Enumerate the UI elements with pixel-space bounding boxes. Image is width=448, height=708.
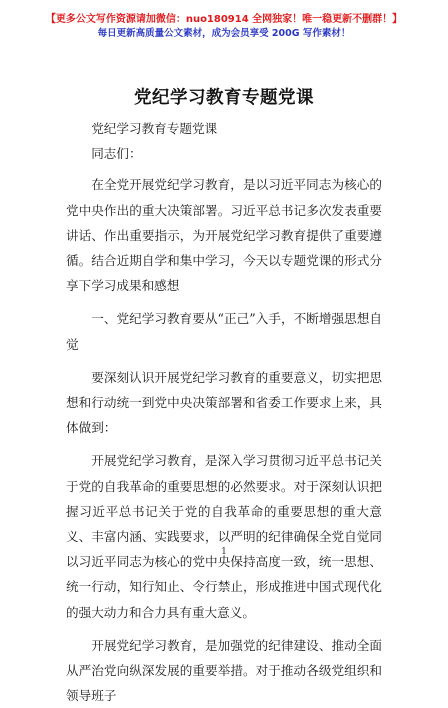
paragraph-3: 开展党纪学习教育，是深入学习贯彻习近平总书记关于党的自我革命的重要思想的必然要求。对于深刻认识把握习近平总书记关于党的自我革命的重要思想的重大意义、丰富内涵、实践要求，以严明的纪律确保全党自觉同以习近平同志为核心的党中央保持高度一致，统一思想、统一行动，知行知止、令行禁止，形成推进中国式现代化的强大动力和合力具有重大意义。 [66, 453, 382, 620]
section-heading-1: 一、党纪学习教育要从“正己”入手，不断增强思想自觉 [66, 311, 382, 352]
paragraph-4: 开展党纪学习教育，是加强党的纪律建设、推动全面从严治党向纵深发展的重要举措。对于推动各级党组织和领导班子 [66, 637, 382, 704]
document-title: 党纪学习教育专题党课 [134, 88, 314, 108]
paragraph-2: 要深刻认识开展党纪学习教育的重要意义，切实把思想和行动统一到党中央决策部署和省委工作要求上来，具体做到： [66, 369, 382, 436]
document-subtitle: 党纪学习教育专题党课 [91, 121, 218, 136]
promo-banner-line-2: 每日更新高质量公文素材，成为会员享受 200G 写作素材！ [97, 28, 351, 39]
promo-banner-line-1: 【更多公文写作资源请加微信：nuo180914 全网独家！唯一稳更新不删群！】 [45, 14, 403, 25]
page-number: 1 [221, 547, 227, 557]
salutation: 同志们： [91, 146, 142, 162]
paragraph-intro: 在全党开展党纪学习教育，是以习近平同志为核心的党中央作出的重大决策部署。习近平总书记多次发表重要讲话、作出重要指示，为开展党纪学习教育提供了重要遵循。结合近期自学和集中学习，今天以专题党课的形式分享下学习成果和感想 [66, 177, 382, 294]
document-body [66, 116, 382, 708]
